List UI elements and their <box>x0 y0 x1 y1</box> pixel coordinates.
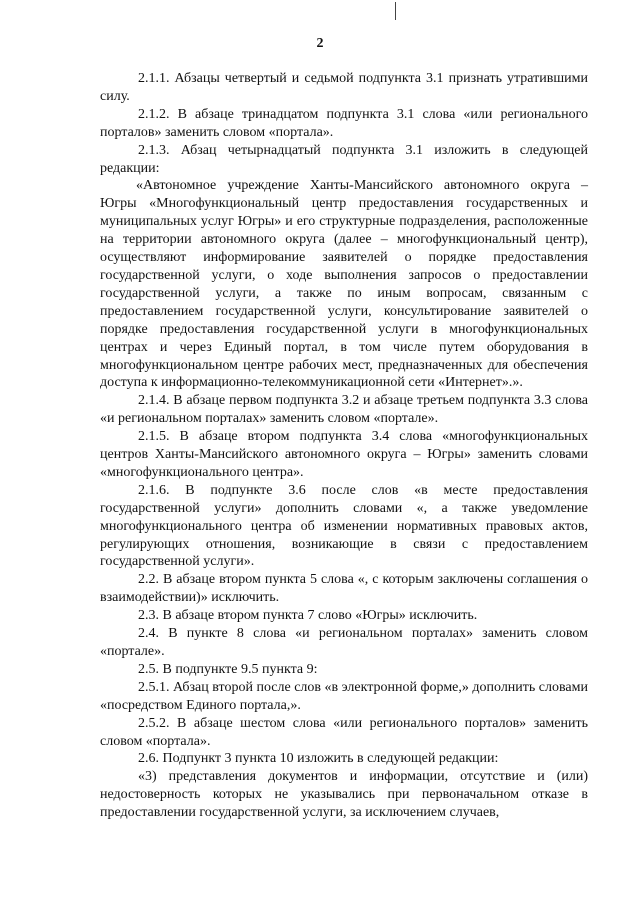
paragraph-2-1-1: 2.1.1. Абзацы четвертый и седьмой подпункта 3.1 признать утратившими силу. <box>100 71 588 104</box>
paragraph-2-5-1: 2.5.1. Абзац второй после слов «в электронной форме,» дополнить словами «посредством Единого портала,». <box>100 679 588 713</box>
paragraph-subitem-3: «3) представления документов и информации, отсутствие и (или) недостоверность которых не указывались при первоначальном отказе в предоставлении государственной услуги, за исключением случаев, <box>100 769 588 821</box>
paragraph-2-5-2: 2.5.2. В абзаце шестом слова «или регионального порталов» заменить словом «портала». <box>100 715 588 749</box>
paragraph-2-4: 2.4. В пункте 8 слова «и региональном порталах» заменить словом «портале». <box>100 626 588 659</box>
paragraph-2-1-6: 2.1.6. В подпункте 3.6 после слов «в месте предоставления государственной услуги» дополнить словами «, а также уведомление многофункционального центра об изменении нормативных правовых актов, регулирующих отношения, возникающие в связи с предоставлением государственной услуги». <box>100 482 588 570</box>
page-number: 2 <box>316 36 324 51</box>
paragraph-2-1-4: 2.1.4. В абзаце первом подпункта 3.2 и абзаце третьем подпункта 3.3 слова «и региональном порталах» заменить словом «портале». <box>100 393 588 427</box>
paragraph-2-2: 2.2. В абзаце втором пункта 5 слова «, с которым заключены соглашения о взаимодействии)» исключить. <box>100 572 588 606</box>
paragraph-2-3: 2.3. В абзаце втором пункта 7 слово «Югры» исключить. <box>138 608 478 624</box>
paragraph-2-6: 2.6. Подпункт 3 пункта 10 изложить в следующей редакции: <box>138 751 499 767</box>
paragraph-2-1-3: 2.1.3. Абзац четырнадцатый подпункта 3.1 изложить в следующей редакции: <box>100 142 588 176</box>
paragraph-2-1-5: 2.1.5. В абзаце втором подпункта 3.4 слова «многофункциональных центров Ханты-Мансийского автономного округа – Югры» заменить словами «многофункционального центра». <box>100 429 588 480</box>
document-body <box>100 70 588 822</box>
paragraph-2-5: 2.5. В подпункте 9.5 пункта 9: <box>138 661 318 677</box>
paragraph-2-1-2: 2.1.2. В абзаце тринадцатом подпункта 3.1 слова «или регионального порталов» заменить словом «портала». <box>100 106 588 140</box>
scan-artifact-line <box>395 2 396 20</box>
paragraph-quoted-text: «Автономное учреждение Ханты-Мансийского автономного округа – Югры «Многофункциональный центр предоставления государственных и муниципальных услуг Югры» и его структурные подразделения, расположенные на территории автономного округа (далее – многофункциональный центр), осуществляют информирование заявителей о порядке предоставления государственной услуги, о ходе выполнения запросов о предоставлении государственной услуги, а также по иным вопросам, связанным с предоставлением государственной услуги, консультирование заявителей о порядке предоставления государственной услуги в многофункциональных центрах и через Единый портал, в том числе путем оборудования в многофункциональном центре рабочих мест, предназначенных для обеспечения доступа к информационно-телекоммуникационной сети «Интернет».». <box>100 178 588 391</box>
